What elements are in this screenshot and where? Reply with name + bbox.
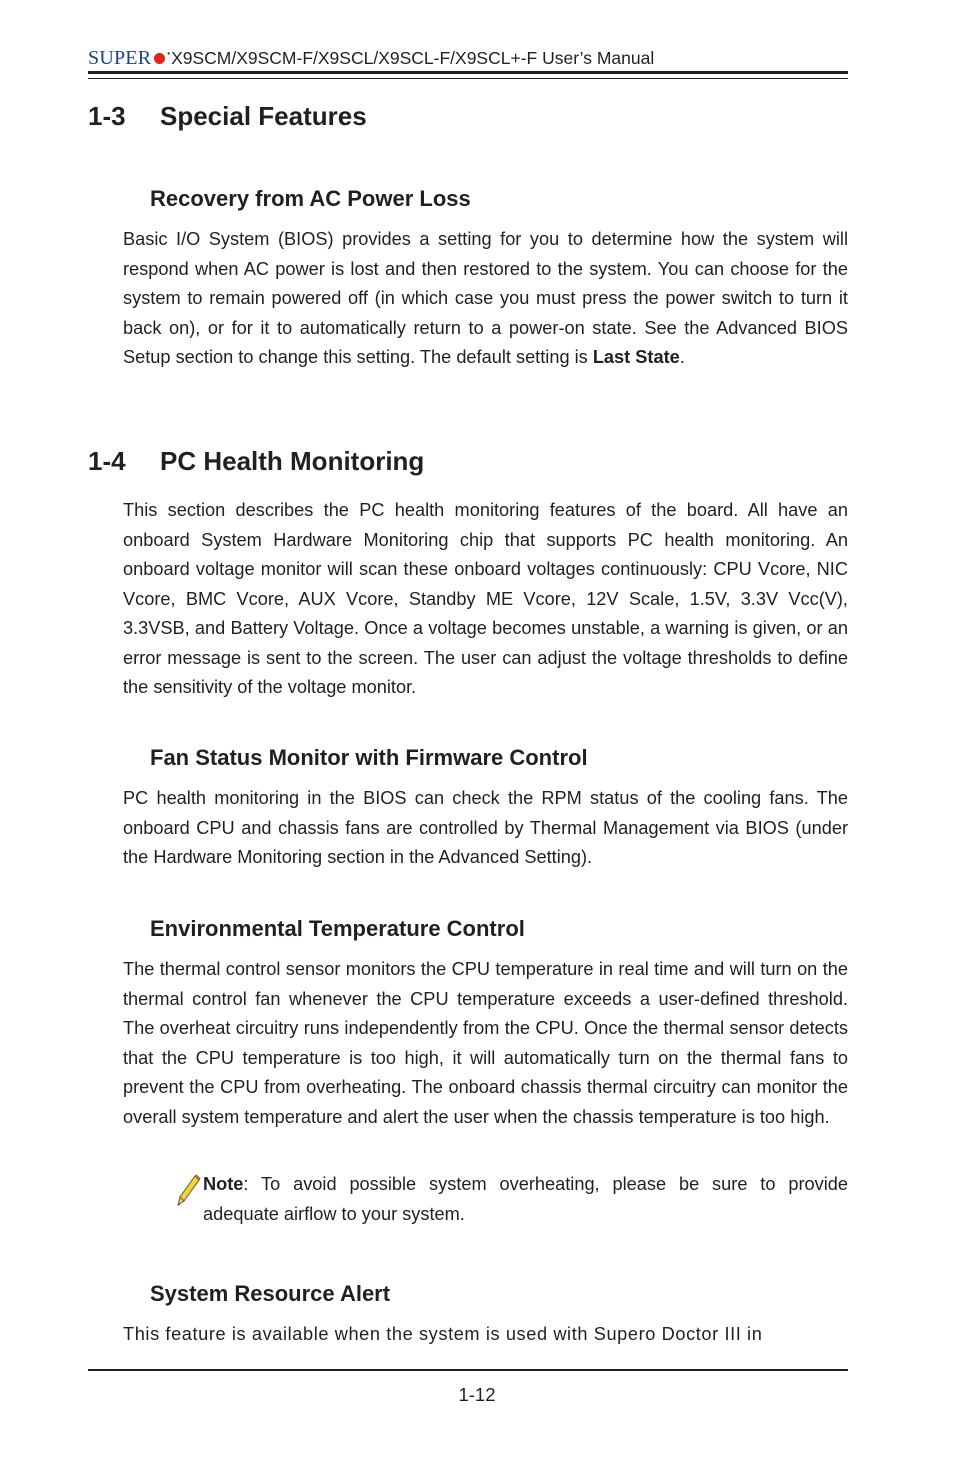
supermicro-logo xyxy=(88,48,171,68)
paragraph-text: Basic I/O System (BIOS) provides a setting for you to determine how the system will respond when AC power is lost and then restored to the system. You can choose for the system to remain powered off (in which case you must press the power switch to turn it back on), or for it to automatically return to a power-on state. See the Advanced BIOS Setup section to change this setting. The default setting is xyxy=(123,229,848,367)
paragraph-health-intro: This section describes the PC health monitoring features of the board. All have an onboard System Hardware Monitoring chip that supports PC health monitoring. An onboard voltage monitor will scan these onboard voltages continuously: CPU Vcore, NIC Vcore, BMC Vcore, AUX Vcore, Standby ME Vcore, 12V Scale, 1.5V, 3.3V Vcc(V), 3.3VSB, and Battery Voltage. Once a voltage becomes unstable, a warning is given, or an error message is sent to the screen. The user can adjust the voltage thresholds to define the sensitivity of the voltage monitor. xyxy=(123,500,848,697)
note-text: : To avoid possible system overheating, please be sure to provide adequate airflow to your system. xyxy=(203,1174,848,1224)
paragraph-environmental: The thermal control sensor monitors the CPU temperature in real time and will turn on the thermal control fan whenever the CPU temperature exceeds a user-defined threshold. The overheat circuitry runs independently from the CPU. Once the thermal sensor detects that the CPU temperature is too high, it will automatically turn on the thermal fans to prevent the CPU from overheating. The onboard chassis thermal circuitry can monitor the overall system temperature and alert the user when the chassis temperature is too high. xyxy=(123,959,848,1127)
section-number: 1-4 xyxy=(88,446,126,476)
default-setting-value: Last State xyxy=(592,347,680,367)
section-heading-1-4 xyxy=(88,446,424,476)
subheading-fan-status: Fan Status Monitor with Firmware Control xyxy=(150,745,588,770)
paragraph-recovery xyxy=(123,225,848,373)
header-rule-thin xyxy=(88,78,848,79)
paragraph-text-end: . xyxy=(679,347,685,367)
section-title: Special Features xyxy=(160,101,367,131)
subheading-recovery: Recovery from AC Power Loss xyxy=(150,186,471,211)
paragraph-resource-alert: This feature is available when the system is used with Supero Doctor III in xyxy=(123,1324,763,1344)
section-heading-1-3 xyxy=(88,101,367,131)
page-header xyxy=(88,40,654,68)
logo-wordmark: SUPER xyxy=(88,47,152,69)
footer-rule xyxy=(88,1369,848,1371)
note-overheating xyxy=(203,1170,848,1229)
pencil-icon xyxy=(175,1174,201,1208)
subheading-resource-alert: System Resource Alert xyxy=(150,1281,391,1306)
logo-red-dot-icon xyxy=(154,53,165,64)
header-rule-thick xyxy=(88,71,848,74)
paragraph-fan-status: PC health monitoring in the BIOS can check the RPM status of the cooling fans. The onboard CPU and chassis fans are controlled by Thermal Management via BIOS (under the Hardware Monitoring section in the Advanced Setting). xyxy=(123,788,848,867)
subheading-environmental: Environmental Temperature Control xyxy=(150,916,525,941)
note-label: Note xyxy=(203,1174,244,1194)
manual-title: X9SCM/X9SCM-F/X9SCL/X9SCL-F/X9SCL+-F User’s Manual xyxy=(171,48,655,68)
logo-mark: • xyxy=(167,49,171,58)
section-title: PC Health Monitoring xyxy=(160,446,425,476)
section-number: 1-3 xyxy=(88,101,126,131)
page-number: 1-12 xyxy=(458,1384,496,1405)
